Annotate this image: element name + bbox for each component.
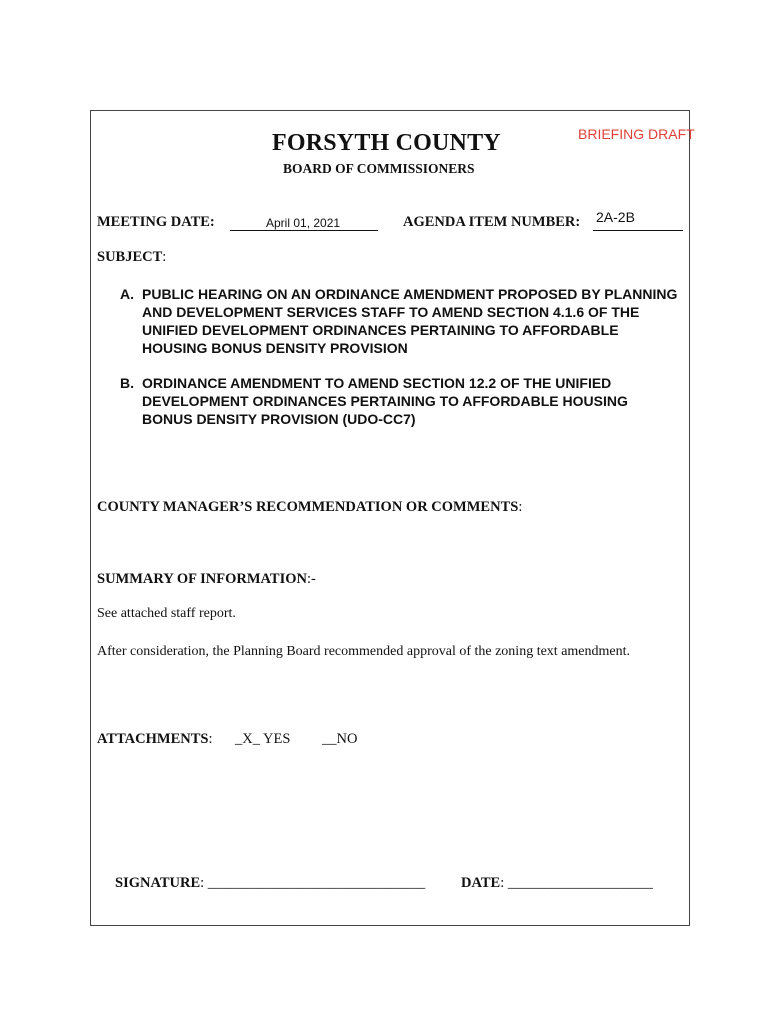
document-frame bbox=[90, 110, 690, 926]
subject-item-marker: A. bbox=[120, 286, 134, 302]
page-subtitle: BOARD OF COMMISSIONERS bbox=[283, 161, 475, 176]
date-label: DATE bbox=[461, 875, 501, 891]
draft-stamp: BRIEFING DRAFT bbox=[578, 126, 695, 142]
subject-item-a: PUBLIC HEARING ON AN ORDINANCE AMENDMENT PROPOSED BY PLANNING AND DEVELOPMENT SERVICES STAFF TO AMEND SECTION 4.1.6 OF THE UNIFIED DEVELOPMENT ORDINANCES PERTAINING TO AFFORDABLE HOUSING BONUS DENSITY PROVISION bbox=[142, 286, 678, 356]
agenda-item-label: AGENDA ITEM NUMBER: bbox=[403, 214, 581, 230]
subject-item-b: ORDINANCE AMENDMENT TO AMEND SECTION 12.2 OF THE UNIFIED DEVELOPMENT ORDINANCES PERTAINING TO AFFORDABLE HOUSING BONUS DENSITY PROVISION (UDO-CC7) bbox=[142, 375, 628, 427]
attachments-no-option: __NO bbox=[322, 731, 358, 747]
manager-recommendation-colon: : bbox=[518, 499, 523, 515]
signature-label: SIGNATURE bbox=[115, 875, 201, 891]
manager-recommendation-heading bbox=[97, 499, 522, 516]
date-line: : ____________________ bbox=[500, 875, 653, 891]
subject-label: SUBJECT bbox=[97, 249, 163, 265]
summary-paragraph: After consideration, the Planning Board recommended approval of the zoning text amendment. bbox=[97, 644, 631, 659]
manager-recommendation-label: COUNTY MANAGER’S RECOMMENDATION OR COMMENTS bbox=[97, 499, 519, 515]
attachments-colon: : bbox=[208, 731, 213, 747]
signature-line: : ______________________________ bbox=[200, 875, 426, 891]
summary-suffix: :- bbox=[307, 571, 316, 587]
meeting-date-value: April 01, 2021 bbox=[266, 216, 341, 230]
attachments-label: ATTACHMENTS bbox=[97, 731, 209, 747]
date-field bbox=[461, 874, 653, 892]
agenda-item-value: 2A-2B bbox=[596, 209, 635, 225]
attachments-heading bbox=[97, 731, 212, 748]
signature-field bbox=[115, 874, 425, 892]
summary-paragraph: See attached staff report. bbox=[97, 606, 236, 621]
meeting-date-underline bbox=[230, 230, 378, 231]
subject-colon: : bbox=[162, 249, 167, 265]
subject-item-marker: B. bbox=[120, 375, 134, 391]
summary-label: SUMMARY OF INFORMATION bbox=[97, 571, 307, 587]
attachments-yes-option: _X_ YES bbox=[235, 731, 291, 747]
meeting-date-label: MEETING DATE: bbox=[97, 214, 215, 230]
summary-heading bbox=[97, 571, 316, 588]
page-title: FORSYTH COUNTY bbox=[272, 130, 501, 156]
agenda-item-underline bbox=[593, 230, 683, 231]
subject-heading bbox=[97, 249, 166, 266]
